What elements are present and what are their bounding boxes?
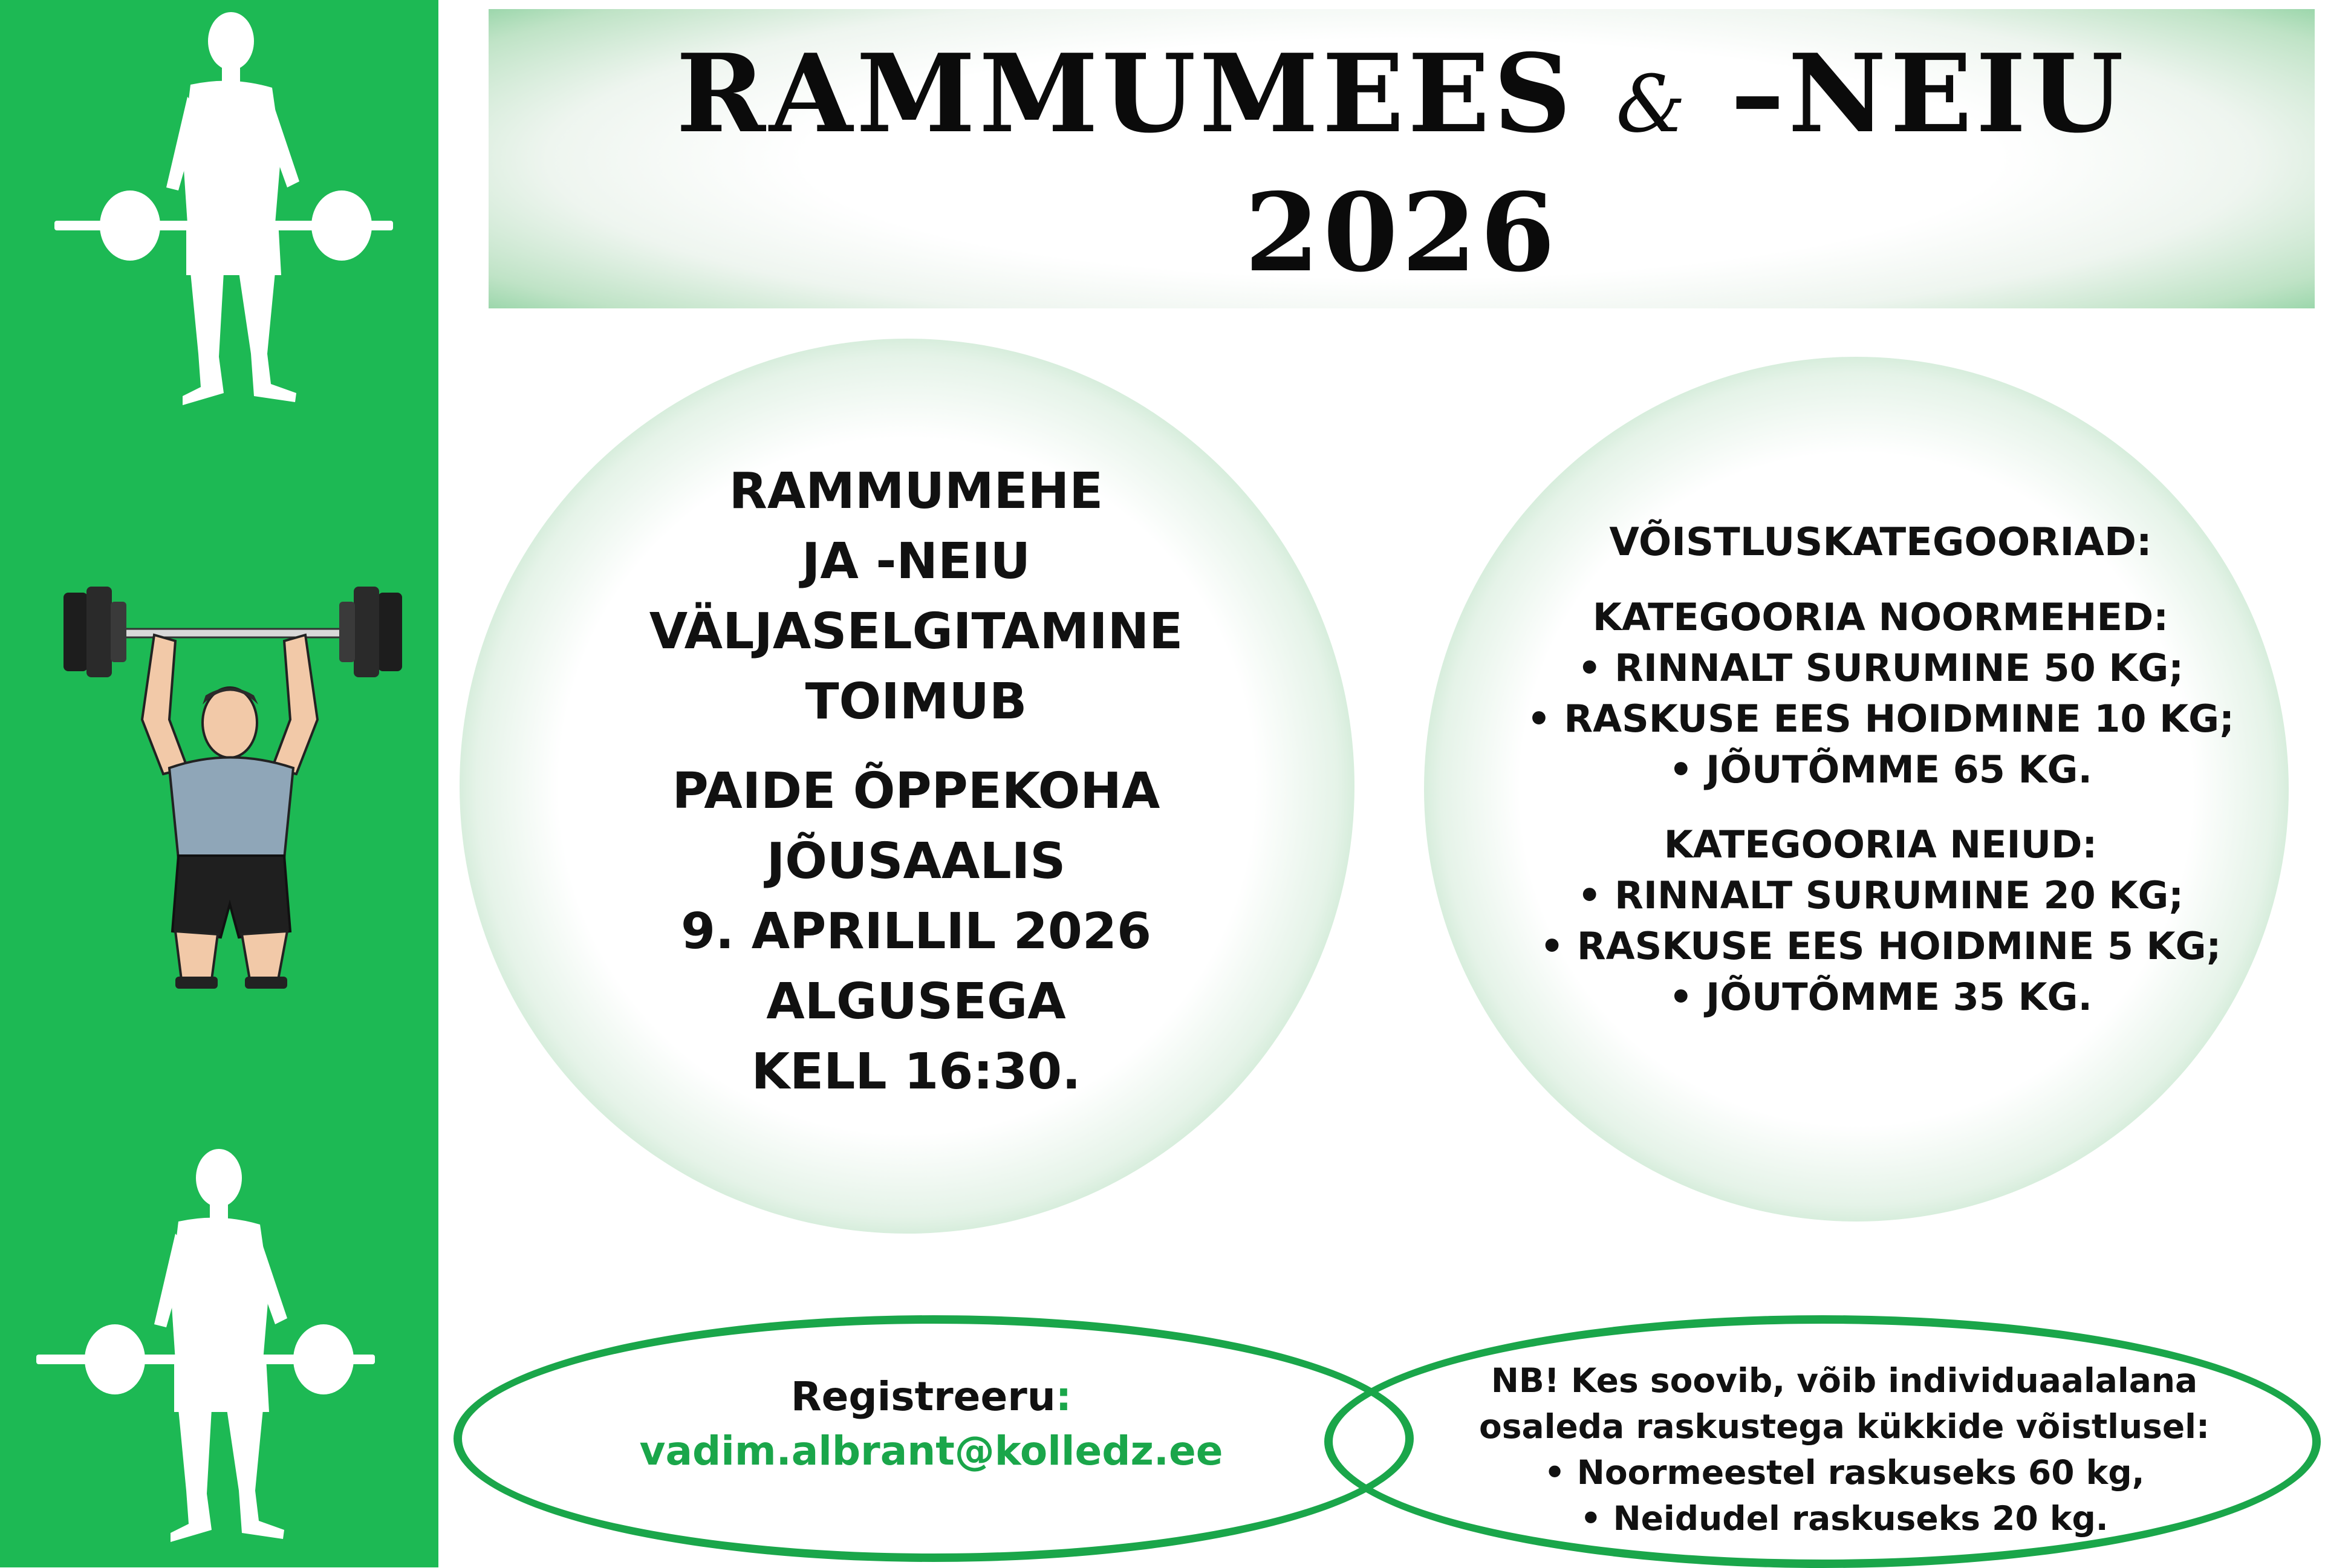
deadlift-silhouette-icon (30, 1143, 393, 1554)
event-line: JA -NEIU (801, 533, 1031, 590)
register-email-link[interactable]: vadim.albrant@kolledz.ee (639, 1428, 1223, 1474)
title-year: 2026 (1244, 169, 1559, 296)
note-line: NB! Kes soovib, võib individuaalalana (1491, 1361, 2198, 1400)
category-men-label: KATEGOORIA NOORMEHED: (1592, 595, 2169, 639)
title-ampersand: & (1616, 58, 1690, 150)
event-line: RAMMUMEHE (729, 463, 1104, 520)
event-line: VÄLJASELGITAMINE (649, 603, 1183, 660)
category-item: • JÕUTÕMME 35 KG. (1668, 975, 2092, 1019)
event-line: KELL 16:30. (751, 1043, 1081, 1101)
title-main: RAMMUMEES (676, 30, 1575, 157)
event-info (559, 457, 1273, 1107)
green-sidebar (0, 0, 438, 1567)
category-item: • JÕUTÕMME 65 KG. (1668, 747, 2092, 792)
note-line: • Noormeestel raskuseks 60 kg, (1544, 1453, 2145, 1492)
register-colon: : (1055, 1373, 1072, 1420)
event-line: TOIMUB (805, 673, 1027, 730)
event-line: PAIDE ÕPPEKOHA (672, 763, 1160, 820)
title-end: –NEIU (1731, 30, 2127, 157)
category-item: • RASKUSE EES HOIDMINE 5 KG; (1540, 924, 2222, 968)
register-block (593, 1370, 1270, 1479)
event-line: ALGUSEGA (766, 973, 1066, 1030)
category-item: • RINNALT SURUMINE 20 KG; (1577, 873, 2184, 917)
register-label: Registreeru (790, 1373, 1056, 1420)
note-block (1421, 1358, 2268, 1541)
deadlift-silhouette-icon (42, 6, 405, 417)
page-title (489, 30, 2315, 161)
categories-info (1494, 517, 2268, 1023)
event-line: 9. APRILLIL 2026 (681, 903, 1151, 960)
event-line: JÕUSAALIS (766, 833, 1066, 890)
overhead-press-illustration (57, 574, 408, 992)
note-line: osaleda raskustega kükkide võistlusel: (1478, 1407, 2210, 1446)
categories-heading: VÕISTLUSKATEGOORIAD: (1609, 520, 2152, 565)
category-women-label: KATEGOORIA NEIUD: (1663, 822, 2098, 867)
note-line: • Neidudel raskuseks 20 kg. (1580, 1499, 2109, 1538)
category-item: • RINNALT SURUMINE 50 KG; (1577, 646, 2184, 690)
category-item: • RASKUSE EES HOIDMINE 10 KG; (1527, 697, 2234, 741)
